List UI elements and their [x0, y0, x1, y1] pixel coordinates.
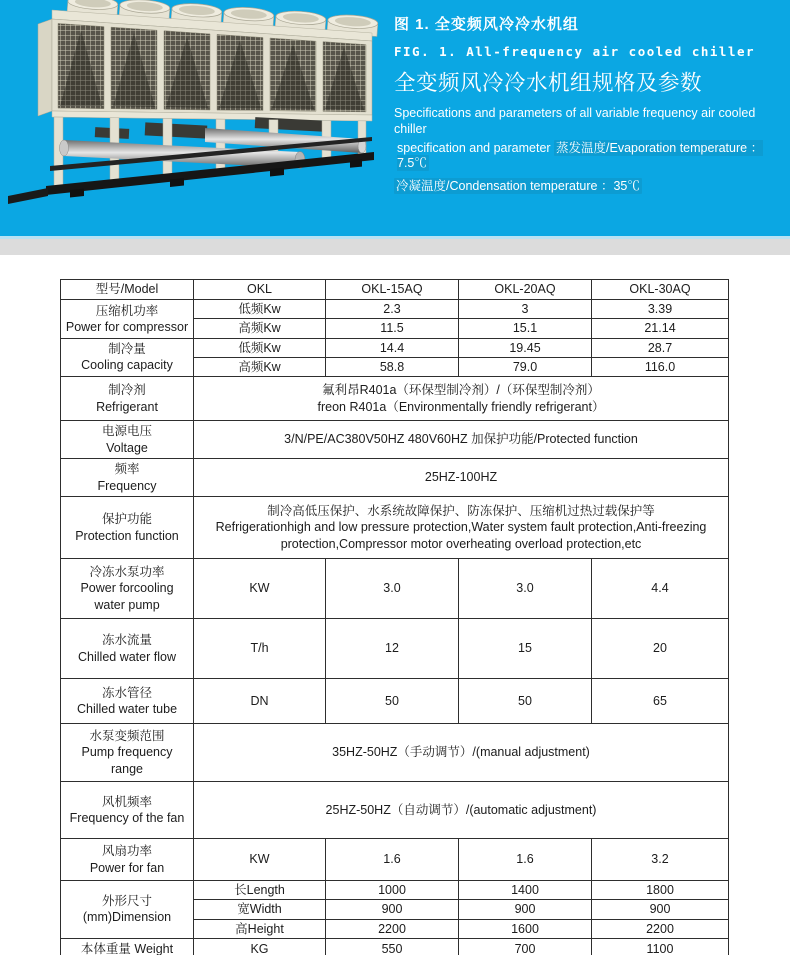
spec-table [60, 279, 729, 955]
row-label-fan-frequency: 风机频率 Frequency of the fan [61, 782, 194, 839]
table-row-compressor-low [61, 300, 729, 319]
value-cell: 900 [326, 900, 459, 919]
value-cell: 1.6 [326, 839, 459, 881]
unit-cell: 高Height [194, 919, 326, 938]
subtitle-prefix: specification and parameter [397, 140, 551, 155]
header-okl: OKL [194, 280, 326, 300]
table-row-pump-frequency [61, 724, 729, 782]
value-cell: 1000 [326, 881, 459, 900]
value-cell: 2200 [592, 919, 729, 938]
divider-band [0, 236, 790, 255]
value-cell: 1600 [459, 919, 592, 938]
value-cell: 28.7 [592, 338, 729, 357]
value-cell: 58.8 [326, 357, 459, 376]
unit-cell: 高频Kw [194, 319, 326, 338]
table-row-water-flow [61, 619, 729, 679]
figure-caption-en: FIG. 1. All-frequency air cooled chiller [394, 43, 756, 59]
table-row-voltage [61, 421, 729, 459]
value-cell: 3.0 [459, 559, 592, 619]
value-cell-pump-frequency: 35HZ-50HZ（手动调节）/(manual adjustment) [194, 724, 729, 782]
value-cell: 50 [326, 679, 459, 724]
subtitle-line2 [394, 141, 782, 172]
table-row-fan-power [61, 839, 729, 881]
row-label-compressor: 压缩机功率 Power for compressor [61, 300, 194, 339]
unit-cell: KW [194, 839, 326, 881]
page-title: 全变频风冷冷水机组规格及参数 [394, 71, 703, 96]
value-cell: 12 [326, 619, 459, 679]
table-row-water-tube [61, 679, 729, 724]
condensation-temperature: 冷凝温度/Condensation temperature ：35℃ [396, 178, 640, 193]
value-cell: 900 [459, 900, 592, 919]
table-row-header [61, 280, 729, 300]
unit-cell: 宽Width [194, 900, 326, 919]
value-cell: 50 [459, 679, 592, 724]
hero-banner [0, 0, 790, 236]
row-label-cooling: 制冷量 Cooling capacity [61, 338, 194, 377]
row-label-pump-frequency: 水泵变频范围 Pump frequency range [61, 724, 194, 782]
row-label-water-flow: 冻水流量 Chilled water flow [61, 619, 194, 679]
row-label-voltage: 电源电压 Voltage [61, 421, 194, 459]
value-cell-protection: 制冷高低压保护、水系统故障保护、防冻保护、压缩机过热过载保护等 Refrigerationhigh and low pressure protection,Water system fault protection,Anti-freezing protection,Compressor motor overheating overload protection,etc [194, 497, 729, 559]
value-cell: 3 [459, 300, 592, 319]
table-row-refrigerant [61, 377, 729, 421]
table-row-weight [61, 938, 729, 955]
value-cell: 20 [592, 619, 729, 679]
value-cell-voltage: 3/N/PE/AC380V50HZ 480V60HZ 加保护功能/Protected function [194, 421, 729, 459]
value-cell: 116.0 [592, 357, 729, 376]
unit-cell: KG [194, 938, 326, 955]
value-cell: 15 [459, 619, 592, 679]
table-row-fan-frequency [61, 782, 729, 839]
evaporation-temperature: 蒸发温度/Evaporation temperature ：7.5℃ [397, 140, 764, 171]
value-cell: 3.0 [326, 559, 459, 619]
row-label-weight: 本体重量 Weight [61, 938, 194, 955]
value-cell: 700 [459, 938, 592, 955]
row-label-dimension: 外形尺寸 (mm)Dimension [61, 881, 194, 939]
table-row-dimension-length [61, 881, 729, 900]
value-cell-frequency: 25HZ-100HZ [194, 459, 729, 497]
value-cell: 4.4 [592, 559, 729, 619]
row-label-refrigerant: 制冷剂 Refrigerant [61, 377, 194, 421]
table-row-protection [61, 497, 729, 559]
value-cell: 14.4 [326, 338, 459, 357]
value-cell: 65 [592, 679, 729, 724]
value-cell: 2200 [326, 919, 459, 938]
value-cell: 19.45 [459, 338, 592, 357]
value-cell: 1800 [592, 881, 729, 900]
value-cell: 1100 [592, 938, 729, 955]
row-label-protection: 保护功能 Protection function [61, 497, 194, 559]
table-row-frequency [61, 459, 729, 497]
row-label-pump-power: 冷冻水泵功率 Power forcooling water pump [61, 559, 194, 619]
value-cell: 1.6 [459, 839, 592, 881]
unit-cell: 低频Kw [194, 300, 326, 319]
value-cell-refrigerant: 氟利昂R401a（环保型制冷剂）/（环保型制冷剂） freon R401a（Environmentally friendly refrigerant） [194, 377, 729, 421]
table-section [0, 255, 790, 955]
unit-cell: 长Length [194, 881, 326, 900]
header-model-1: OKL-15AQ [326, 280, 459, 300]
unit-cell: DN [194, 679, 326, 724]
hero-text-panel [388, 0, 790, 236]
condensation-line [394, 179, 782, 195]
value-cell: 3.2 [592, 839, 729, 881]
value-cell-fan-frequency: 25HZ-50HZ（自动调节）/(automatic adjustment) [194, 782, 729, 839]
value-cell: 2.3 [326, 300, 459, 319]
value-cell: 11.5 [326, 319, 459, 338]
subtitle-en: Specifications and parameters of all variable frequency air cooled chiller [394, 106, 756, 136]
unit-cell: T/h [194, 619, 326, 679]
value-cell: 1400 [459, 881, 592, 900]
value-cell: 900 [592, 900, 729, 919]
table-row-cooling-low [61, 338, 729, 357]
table-row-pump-power [61, 559, 729, 619]
row-label-frequency: 频率 Frequency [61, 459, 194, 497]
unit-cell: KW [194, 559, 326, 619]
header-model-2: OKL-20AQ [459, 280, 592, 300]
header-model-label: 型号/Model [61, 280, 194, 300]
row-label-water-tube: 冻水管径 Chilled water tube [61, 679, 194, 724]
unit-cell: 高频Kw [194, 357, 326, 376]
chiller-photo [0, 0, 388, 236]
header-model-3: OKL-30AQ [592, 280, 729, 300]
figure-caption-zh: 图 1. 全变频风冷冷水机组 [394, 16, 579, 33]
unit-cell: 低频Kw [194, 338, 326, 357]
value-cell: 79.0 [459, 357, 592, 376]
row-label-fan-power: 风扇功率 Power for fan [61, 839, 194, 881]
value-cell: 3.39 [592, 300, 729, 319]
value-cell: 15.1 [459, 319, 592, 338]
value-cell: 550 [326, 938, 459, 955]
value-cell: 21.14 [592, 319, 729, 338]
